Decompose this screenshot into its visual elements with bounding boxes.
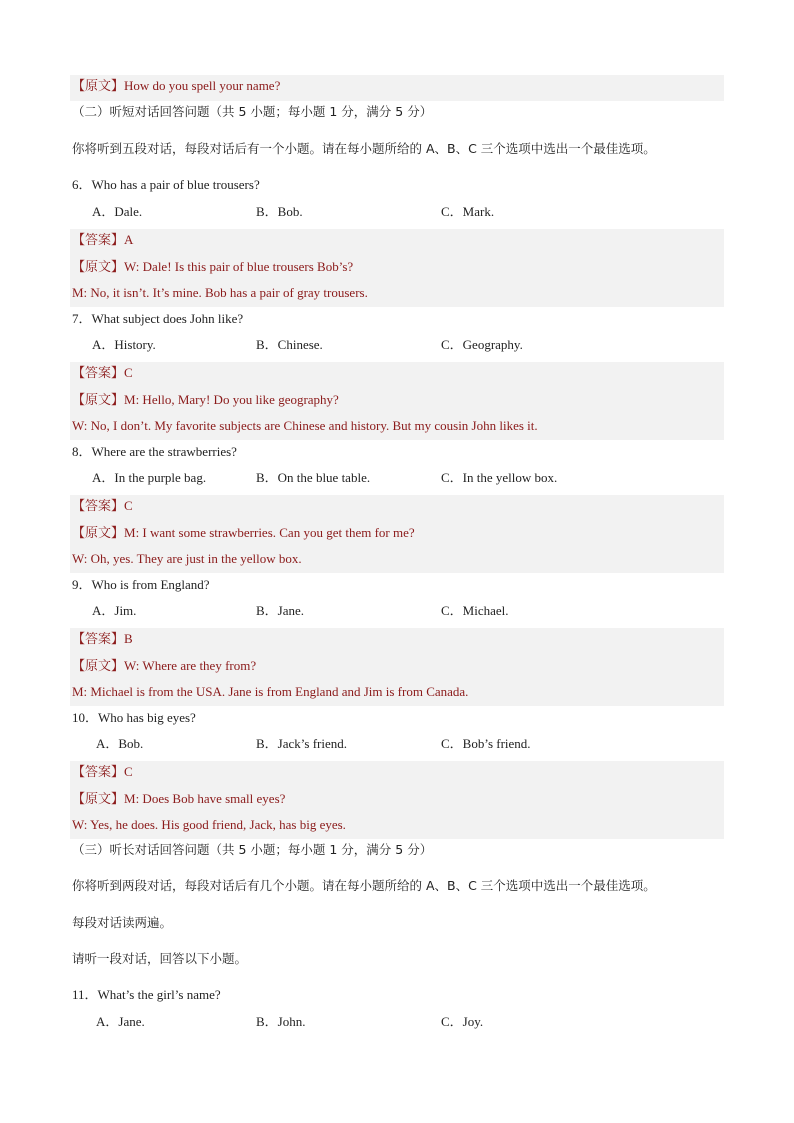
- dialogue-line: M: No, it isn’t. It’s mine. Bob has a pair of gray trousers.: [72, 285, 368, 300]
- option-a: A．History.: [92, 337, 156, 352]
- answer-value: C: [124, 365, 133, 380]
- original-tag: 【原文】: [72, 78, 125, 93]
- question-10: 10．Who has big eyes?: [72, 710, 196, 725]
- dialogue-line: W: Where are they from?: [124, 658, 257, 673]
- original-tag: 【原文】: [72, 259, 125, 274]
- question-11: 11．What’s the girl’s name?: [72, 987, 221, 1002]
- original-tag: 【原文】: [72, 392, 125, 407]
- dialogue-line: M: I want some strawberries. Can you get them for me?: [124, 525, 415, 540]
- question-6: 6．Who has a pair of blue trousers?: [72, 177, 260, 192]
- original-tag: 【原文】: [72, 791, 125, 806]
- dialogue-line: W: Oh, yes. They are just in the yellow box.: [72, 551, 302, 566]
- answer-tag: 【答案】: [72, 365, 125, 380]
- dialogue-line: W: No, I don’t. My favorite subjects are Chinese and history. But my cousin John likes it.: [72, 418, 538, 433]
- section-instruction: 你将听到两段对话，每段对话后有几个小题。请在每小题所给的 A、B、C 三个选项中选出一个最佳选项。: [72, 878, 656, 893]
- option-a: A．Jane.: [96, 1014, 145, 1029]
- dialogue-line: M: Hello, Mary! Do you like geography?: [124, 392, 339, 407]
- option-a: A．Dale.: [92, 204, 143, 219]
- option-c: C．Geography.: [441, 337, 523, 352]
- answer-line: [72, 630, 133, 648]
- option-b: B．On the blue table.: [256, 470, 371, 485]
- original-tag: 【原文】: [72, 658, 125, 673]
- section-note: 每段对话读两遍。: [72, 915, 173, 930]
- original-text-line: [72, 657, 256, 675]
- answer-tag: 【答案】: [72, 498, 125, 513]
- option-b: B．Jane.: [256, 603, 305, 618]
- original-text-line: [72, 77, 280, 95]
- question-9: 9．Who is from England?: [72, 577, 210, 592]
- option-a: A．Jim.: [92, 603, 137, 618]
- original-text-line: [72, 391, 339, 409]
- option-c: C．Joy.: [441, 1014, 484, 1029]
- original-text-line: [72, 524, 415, 542]
- option-a: A．Bob.: [96, 736, 144, 751]
- option-b: B．Jack’s friend.: [256, 736, 347, 751]
- answer-line: [72, 763, 133, 781]
- answer-tag: 【答案】: [72, 631, 125, 646]
- option-b: B．John.: [256, 1014, 306, 1029]
- section-note: 请听一段对话，回答以下小题。: [72, 951, 248, 966]
- section-heading: （二）听短对话回答问题（共 5 小题；每小题 1 分，满分 5 分）: [72, 104, 433, 119]
- answer-line: [72, 364, 133, 382]
- original-text-line: [72, 258, 353, 276]
- dialogue-line: M: Does Bob have small eyes?: [124, 791, 286, 806]
- answer-value: A: [124, 232, 134, 247]
- answer-tag: 【答案】: [72, 764, 125, 779]
- dialogue-line: W: Yes, he does. His good friend, Jack, has big eyes.: [72, 817, 346, 832]
- answer-tag: 【答案】: [72, 232, 125, 247]
- option-b: B．Bob.: [256, 204, 303, 219]
- option-c: C．Mark.: [441, 204, 495, 219]
- answer-line: [72, 497, 133, 515]
- question-7: 7．What subject does John like?: [72, 311, 244, 326]
- option-b: B．Chinese.: [256, 337, 323, 352]
- answer-line: [72, 231, 133, 249]
- option-c: C．In the yellow box.: [441, 470, 558, 485]
- section-instruction: 你将听到五段对话，每段对话后有一个小题。请在每小题所给的 A、B、C 三个选项中选出一个最佳选项。: [72, 141, 656, 156]
- option-c: C．Bob’s friend.: [441, 736, 531, 751]
- dialogue-line: M: Michael is from the USA. Jane is from England and Jim is from Canada.: [72, 684, 469, 699]
- original-text: How do you spell your name?: [124, 78, 281, 93]
- question-8: 8．Where are the strawberries?: [72, 444, 237, 459]
- option-a: A．In the purple bag.: [92, 470, 207, 485]
- original-text-line: [72, 790, 285, 808]
- original-tag: 【原文】: [72, 525, 125, 540]
- answer-value: B: [124, 631, 133, 646]
- answer-value: C: [124, 764, 133, 779]
- section-heading: （三）听长对话回答问题（共 5 小题；每小题 1 分，满分 5 分）: [72, 842, 433, 857]
- answer-value: C: [124, 498, 133, 513]
- dialogue-line: W: Dale! Is this pair of blue trousers Bob’s?: [124, 259, 354, 274]
- option-c: C．Michael.: [441, 603, 509, 618]
